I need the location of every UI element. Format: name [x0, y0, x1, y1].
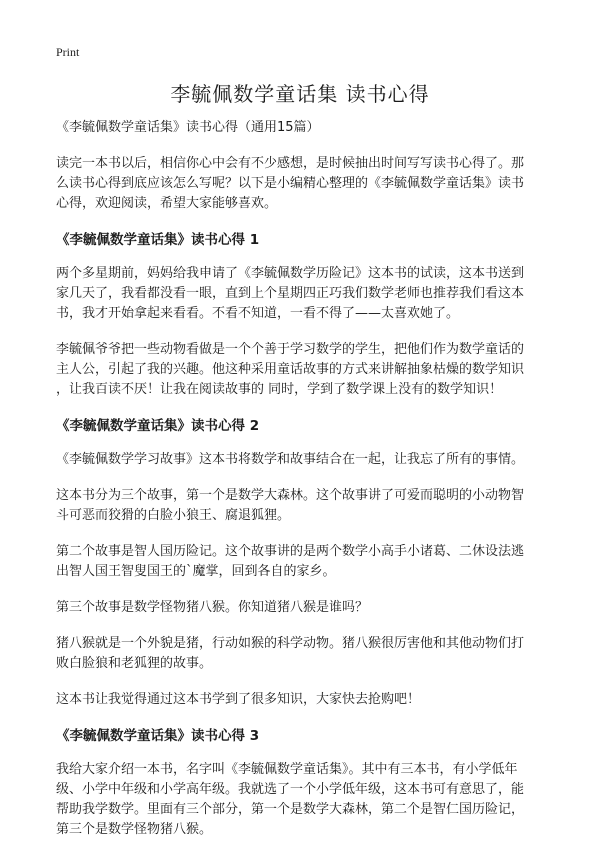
- text-line: 第三个故事是数学怪物猪八猴。你知道猪八猴是谁吗？: [56, 600, 369, 615]
- paragraph: [56, 598, 556, 618]
- text-line: 猪八猴就是一个外貌是猪，行动如猴的科学动物。猪八猴很厉害他和其他动物们打: [56, 636, 525, 651]
- text-line: 李毓佩爷爷把一些动物看做是一个个善于学习数学的学生，把他们作为数学童话的: [56, 342, 525, 357]
- print-link[interactable]: Print: [56, 45, 80, 59]
- text-line: 这本书分为三个故事，第一个是数学大森林。这个故事讲了可爱而聪明的小动物智: [56, 488, 525, 503]
- section-heading-2: 《李毓佩数学童话集》读书心得 2: [56, 418, 260, 434]
- text-line: 第二个故事是智人国历险记。这个故事讲的是两个数学小高手小诸葛、二休设法逃: [56, 544, 525, 559]
- text-line: 级、小学中年级和小学高年级。我就选了一个小学低年级，这本书可有意思了，能: [56, 782, 525, 797]
- text-line: 主人公，引起了我的兴趣。他这种采用童话故事的方式来讲解抽象枯燥的数学知识: [56, 362, 525, 377]
- paragraph: [56, 486, 556, 526]
- text-line: 书，我才开始拿起来看看。不看不知道，一看不得了——太喜欢她了。: [56, 306, 460, 321]
- article-body: [56, 118, 556, 856]
- paragraph: [56, 690, 556, 710]
- text-line: 《李毓佩数学学习故事》这本书将数学和故事结合在一起，让我忘了所有的事情。: [56, 452, 525, 467]
- text-line: 读完一本书以后，相信你心中会有不少感想，是时候抽出时间写写读书心得了。那: [56, 156, 525, 171]
- text-line: 家几天了，我看都没看一眼，直到上个星期四正巧我们数学老师也推荐我们看这本: [56, 286, 525, 301]
- text-line: 么读书心得到底应该怎么写呢？以下是小编精心整理的《李毓佩数学童话集》读书: [56, 176, 525, 191]
- text-line: 两个多星期前，妈妈给我申请了《李毓佩数学历险记》这本书的试读，这本书送到: [56, 266, 525, 281]
- paragraph: [56, 760, 556, 840]
- paragraph: [56, 542, 556, 582]
- paragraph: [56, 340, 556, 400]
- text-line: ，让我百读不厌！让我在阅读故事的 同时，学到了数学课上没有的数学知识！: [56, 382, 503, 397]
- section-heading-3: 《李毓佩数学童话集》读书心得 3: [56, 728, 260, 744]
- paragraph: [56, 264, 556, 324]
- text-line: 第三个是数学怪物猪八猴。: [56, 822, 213, 837]
- text-line: 出智人国王智叟国王的`魔掌，回到各自的家乡。: [56, 564, 336, 579]
- section-heading-1: 《李毓佩数学童话集》读书心得 1: [56, 232, 260, 248]
- intro-paragraph: [56, 154, 556, 214]
- text-line: 帮助我学数学。里面有三个部分，第一个是数学大森林，第二个是智仁国历险记，: [56, 802, 525, 817]
- paragraph: [56, 450, 556, 470]
- text-line: 我给大家介绍一本书，名字叫《李毓佩数学童话集》。其中有三本书，有小学低年: [56, 762, 518, 777]
- paragraph: [56, 634, 556, 674]
- page-title: 李毓佩数学童话集 读书心得: [170, 82, 430, 106]
- text-line: 这本书让我觉得通过这本书学到了很多知识，大家快去抢购吧！: [56, 692, 421, 707]
- text-line: 斗可恶而狡猾的白脸小狼王、腐退狐狸。: [56, 508, 291, 523]
- text-line: 心得，欢迎阅读，希望大家能够喜欢。: [56, 196, 278, 211]
- article-subtitle: 《李毓佩数学童话集》读书心得（通用15篇）: [56, 120, 320, 135]
- text-line: 败白脸狼和老狐狸的故事。: [56, 656, 213, 671]
